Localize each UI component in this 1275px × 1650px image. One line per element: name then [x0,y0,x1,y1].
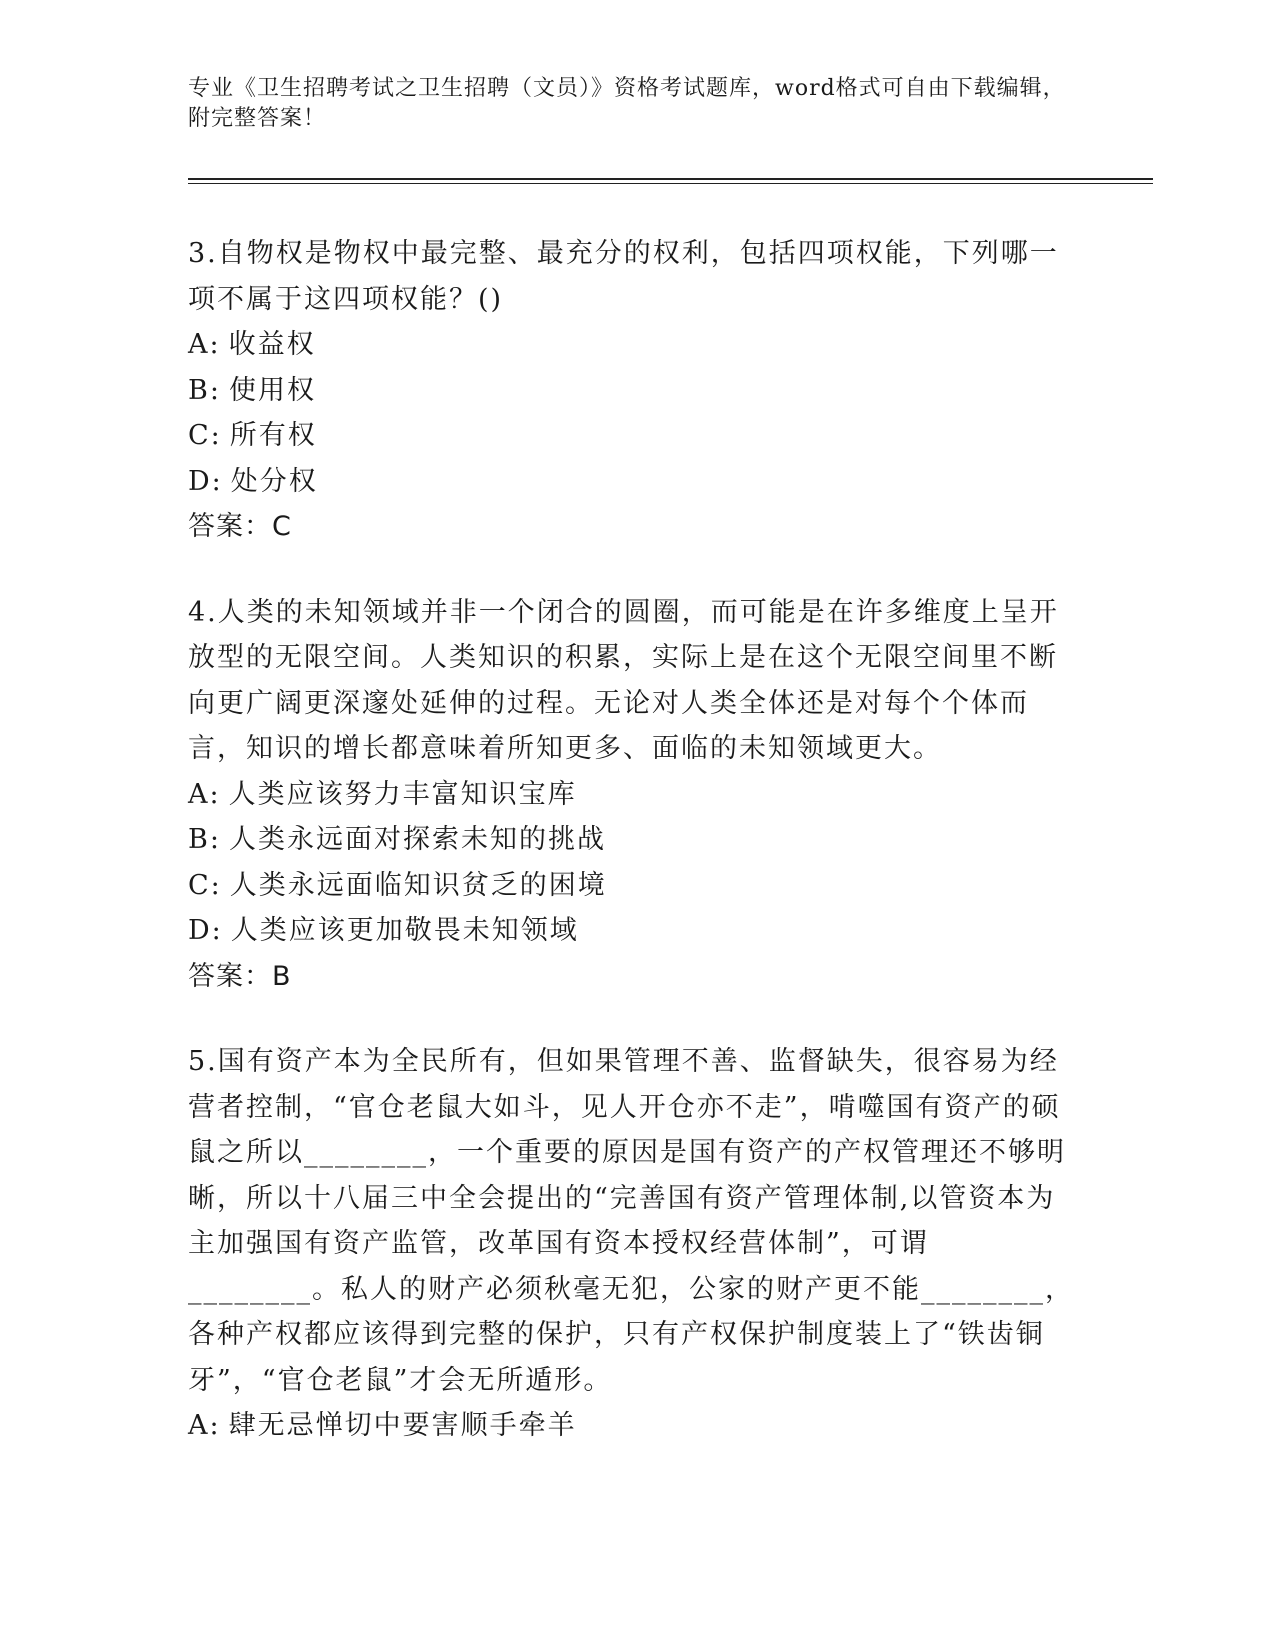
option-b [188,817,1078,863]
option-a [188,772,1078,818]
question-5 [188,1039,1078,1449]
answer-line: 答案：B [188,960,292,992]
question-list [188,231,1078,1489]
option-text: 人类永远面对探索未知的挑战 [228,824,606,855]
option-text: 肆无忌惮切中要害顺手牵羊 [228,1410,577,1441]
question-3 [188,231,1078,550]
option-key: C: [188,869,222,901]
option-text: 所有权 [229,420,317,451]
option-d [188,459,1078,505]
option-c [188,413,1078,459]
option-a [188,1403,1078,1449]
header-divider-thin [188,183,1153,184]
question-stem: 3.自物权是物权中最完整、最充分的权利，包括四项权能，下列哪一项不属于这四项权能？() [188,238,1059,315]
option-key: B: [188,374,221,406]
option-text: 处分权 [230,465,318,497]
option-text: 收益权 [228,329,316,360]
option-text: 使用权 [228,374,316,406]
option-key: A: [188,329,221,360]
question-stem: 5.国有资产本为全民所有，但如果管理不善、监督缺失，很容易为经营者控制，“官仓老鼠大如斗，见人开仓亦不走”，啃噬国有资产的硕鼠之所以________，一个重要的原因是国有资产的产权管理还不够明晰，所以十八届三中全会提出的“完善国有资产管理体制,以管资本为主加强国有资产监管，改革国有资本授权经营体制”，可谓________。私人的财产必须秋毫无犯，公家的财产更不能________，各种产权都应该得到完整的保护，只有产权保护制度装上了“铁齿铜牙”，“官仓老鼠”才会无所遁形。 [188,1046,1074,1396]
option-key: D: [188,915,223,946]
option-key: A: [188,778,221,810]
option-a [188,322,1078,368]
option-text: 人类永远面临知识贫乏的困境 [229,869,607,901]
option-text: 人类应该努力丰富知识宝库 [228,778,577,810]
document-header: 专业《卫生招聘考试之卫生招聘（文员）》资格考试题库，word格式可自由下载编辑，附完整答案！ [188,76,1066,131]
option-b [188,368,1078,414]
question-4 [188,590,1078,1000]
option-key: B: [188,824,221,855]
header-divider [188,178,1153,180]
option-text: 人类应该更加敬畏未知领域 [230,915,579,946]
option-d [188,908,1078,954]
option-key: D: [188,465,223,497]
option-key: A: [188,1410,221,1441]
answer-line: 答案：C [188,511,292,542]
option-c [188,863,1078,909]
question-stem: 4.人类的未知领域并非一个闭合的圆圈，而可能是在许多维度上呈开放型的无限空间。人类知识的积累，实际上是在这个无限空间里不断向更广阔更深邃处延伸的过程。无论对人类全体还是对每个个体而言，知识的增长都意味着所知更多、面临的未知领域更大。 [188,596,1059,764]
option-key: C: [188,420,222,451]
